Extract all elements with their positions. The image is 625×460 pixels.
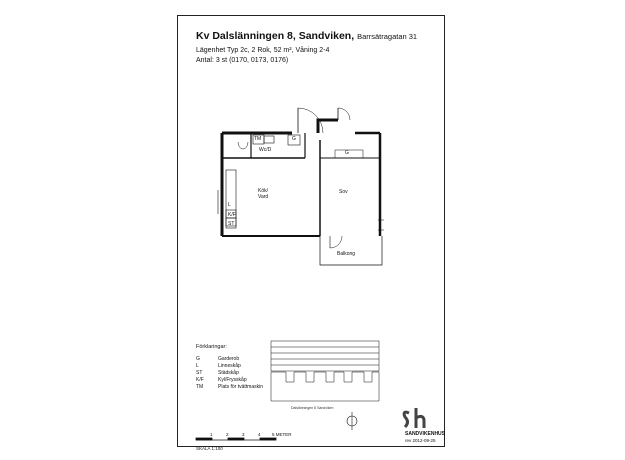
cleaning-code: ST	[228, 221, 235, 227]
scale-tick: 2	[226, 432, 229, 437]
legend-item: ST Städskåp	[196, 370, 239, 376]
linen-code: L	[228, 202, 231, 208]
page-title: Kv Dalslänningen 8, Sandviken, Barrsätragatan 31	[196, 30, 418, 42]
scale-tick: 1	[210, 432, 213, 437]
legend-item: K/F Kyl/Frysskåp	[196, 377, 247, 383]
address: Barrsätragatan 31	[357, 32, 418, 41]
fridge-code: K/F	[228, 212, 236, 218]
apartment-count: Antal: 3 st (0170, 0173, 0176)	[196, 57, 289, 64]
legend-item: L Linneskåp	[196, 363, 241, 369]
legend-item: TM Plats för tvättmaskin	[196, 384, 264, 390]
room-kitchen-label: Kök/ Vard	[258, 188, 269, 200]
scale-label: SKALA 1:100	[196, 446, 223, 451]
scale-tick: 4	[258, 432, 261, 437]
revision-date: rev 2012-09-25	[405, 438, 436, 443]
wardrobe-code-bed: G	[345, 150, 349, 156]
room-bedroom-label: Sov	[339, 189, 348, 195]
room-bathroom-label: Wc/D	[259, 147, 272, 153]
legend-item: G Garderob	[196, 356, 240, 362]
legend	[196, 356, 263, 391]
balcony-label: Balkong	[337, 251, 356, 257]
scale-tick: 5 METER	[272, 432, 292, 437]
legend-title: Förklaringar:	[196, 344, 227, 350]
wardrobe-code-bath: G	[292, 136, 296, 142]
apartment-type: Lägenhet Typ 2c, 2 Rok, 52 m², Våning 2-4	[196, 47, 330, 54]
keyplan-label: Dalslänningen 8 Sandviken	[291, 406, 334, 410]
washer-code: TM	[254, 136, 262, 142]
company-logo: SANDVIKENHUS	[405, 431, 446, 437]
scale-tick: 3	[242, 432, 245, 437]
